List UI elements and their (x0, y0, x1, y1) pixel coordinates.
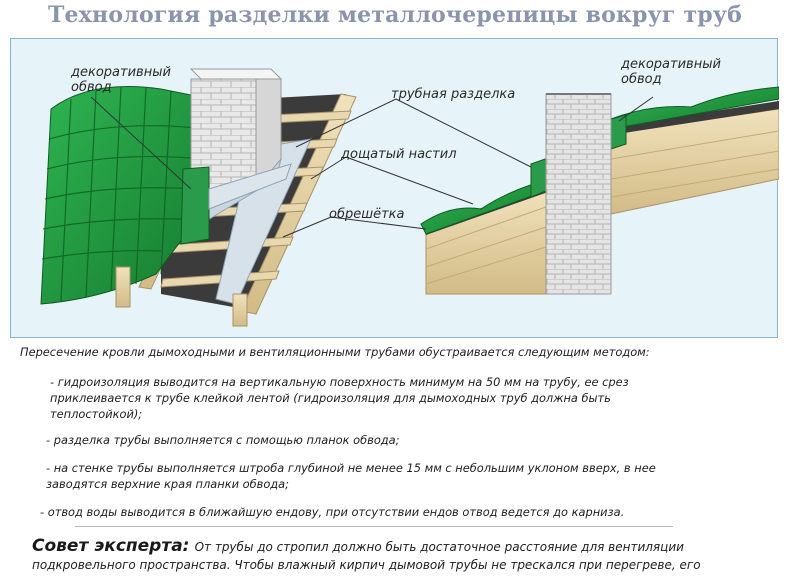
label-decor-line-2: обвод (71, 80, 112, 95)
item-3-line-2: заводятся верхние края планки обвода; (46, 477, 289, 491)
illustration-panel (10, 38, 778, 338)
left-roof-illustration (41, 69, 356, 326)
item-1-line-2: приклеивается к трубе клейкой лентой (гидроизоляция для дымоходных труб должна быть (50, 391, 611, 405)
label-decor-line-1: декоративный (621, 57, 721, 72)
intro-text: Пересечение кровли дымоходными и вентиляционными трубами обустраивается следующим методом: (20, 345, 650, 359)
divider (75, 526, 673, 527)
label-pipe-cut: трубная разделка (391, 87, 516, 102)
item-4-line-1: - отвод воды выводится в ближайшую ендову, при отсутствии ендов отвод ведется до карниза. (40, 505, 625, 519)
item-2-line-1: - разделка трубы выполняется с помощью планок обвода; (46, 433, 400, 447)
advice-heading: Совет эксперта: (32, 536, 190, 556)
label-plank-deck: дощатый настил (341, 147, 457, 162)
label-batten: обрешётка (329, 207, 405, 222)
advice-line-2: подкровельного пространства. Чтобы влажный кирпич дымовой трубы не трескался при перегреве, его (32, 558, 701, 572)
decorative-bypass (181, 167, 209, 244)
chimney-top (191, 69, 281, 79)
item-1-line-1: - гидроизоляция выводится на вертикальную поверхность минимум на 50 мм на трубу, ее срез (50, 375, 629, 389)
item-1-line-3: теплостойкой); (50, 407, 143, 421)
expert-advice (32, 536, 684, 556)
right-roof-illustration (421, 87, 779, 294)
label-decorative-bypass-left (71, 65, 171, 95)
page-title: Технология разделки металлочерепицы вокруг труб (47, 2, 743, 28)
label-decor-line-2: обвод (621, 72, 662, 87)
item-3-line-1: - на стенке трубы выполняется штроба глубиной не менее 15 мм с небольшим уклоном вверх, в нее (46, 461, 656, 475)
chimney-right (546, 94, 611, 294)
label-decorative-bypass-right (621, 57, 721, 87)
advice-line-1: От трубы до стропил должно быть достаточное расстояние для вентиляции (194, 540, 684, 554)
label-decor-line-1: декоративный (71, 65, 171, 80)
